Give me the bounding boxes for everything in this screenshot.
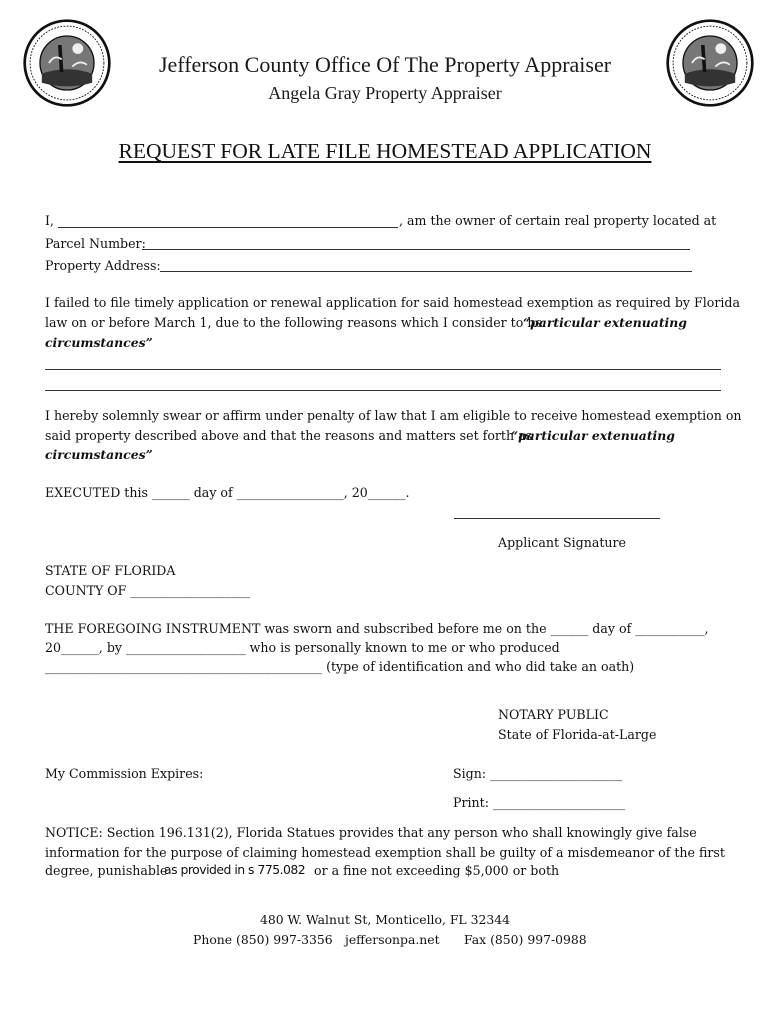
office-title: Jefferson County Office Of The Property Appraiser <box>158 52 612 77</box>
reason-text-line-2: law on or before March 1, due to the following reasons which I consider to be <box>45 315 543 330</box>
footer-phone: Phone (850) 997-3356 <box>193 932 333 947</box>
reason-field-line-1[interactable] <box>45 369 721 370</box>
form-heading: REQUEST FOR LATE FILE HOMESTEAD APPLICATION <box>118 139 652 163</box>
notary-print-field[interactable]: Print: _____________________ <box>453 795 626 810</box>
signature-label: Applicant Signature <box>498 535 626 550</box>
oath-text-line-1: I hereby solemnly swear or affirm under penalty of law that I am eligible to receive homestead exemption on <box>45 408 742 423</box>
address-label: Property Address: <box>45 258 161 273</box>
notary-subtitle: State of Florida-at-Large <box>498 727 657 742</box>
footer-fax: Fax (850) 997-0988 <box>464 932 587 947</box>
state-label: STATE OF FLORIDA <box>45 563 176 578</box>
reason-field-line-2[interactable] <box>45 390 721 391</box>
notice-line-3b: as provided in s 775.082 <box>164 862 306 877</box>
reason-emphasis-2: circumstances” <box>45 335 153 350</box>
oath-emphasis-2: circumstances” <box>45 447 153 462</box>
appraiser-name: Angela Gray Property Appraiser <box>268 83 502 103</box>
property-address-field[interactable] <box>160 271 692 272</box>
instrument-line-2: 20______, by ___________________ who is personally known to me or who produced <box>45 640 560 655</box>
instrument-line-1: THE FOREGOING INSTRUMENT was sworn and subscribed before me on the ______ day of ___________, <box>45 621 709 636</box>
applicant-signature-field[interactable] <box>454 518 660 519</box>
owner-name-field[interactable] <box>58 227 398 228</box>
parcel-number-field[interactable] <box>142 249 690 250</box>
notary-title: NOTARY PUBLIC <box>498 707 609 722</box>
oath-emphasis-1: “particular extenuating <box>511 428 675 443</box>
footer-website[interactable]: jeffersonpa.net <box>345 932 440 947</box>
notary-sign-field[interactable]: Sign: _____________________ <box>453 766 623 781</box>
oath-text-line-2: said property described above and that the reasons and matters set forth as <box>45 428 533 443</box>
notice-line-2: information for the purpose of claiming homestead exemption shall be guilty of a misdemeanor of the first <box>45 845 725 860</box>
notice-line-3a: degree, punishable <box>45 863 168 878</box>
notice-line-1: NOTICE: Section 196.131(2), Florida Statues provides that any person who shall knowingly give false <box>45 825 697 840</box>
commission-label: My Commission Expires: <box>45 766 204 781</box>
owner-prefix: I, <box>45 213 54 228</box>
notice-line-3c: or a fine not exceeding $5,000 or both <box>314 863 560 878</box>
reason-emphasis-1: “particular extenuating <box>523 315 687 330</box>
owner-suffix: , am the owner of certain real property located at <box>399 213 717 228</box>
instrument-line-3: ____________________________________________ (type of identification and who did take an oath) <box>45 659 635 674</box>
county-label: COUNTY OF ___________________ <box>45 583 251 598</box>
parcel-label: Parcel Number: <box>45 236 146 251</box>
reason-text-line-1: I failed to file timely application or renewal application for said homestead exemption as required by Florida <box>45 295 741 310</box>
executed-line: EXECUTED this ______ day of _________________, 20______. <box>45 485 410 500</box>
footer-address: 480 W. Walnut St, Monticello, FL 32344 <box>259 912 511 927</box>
